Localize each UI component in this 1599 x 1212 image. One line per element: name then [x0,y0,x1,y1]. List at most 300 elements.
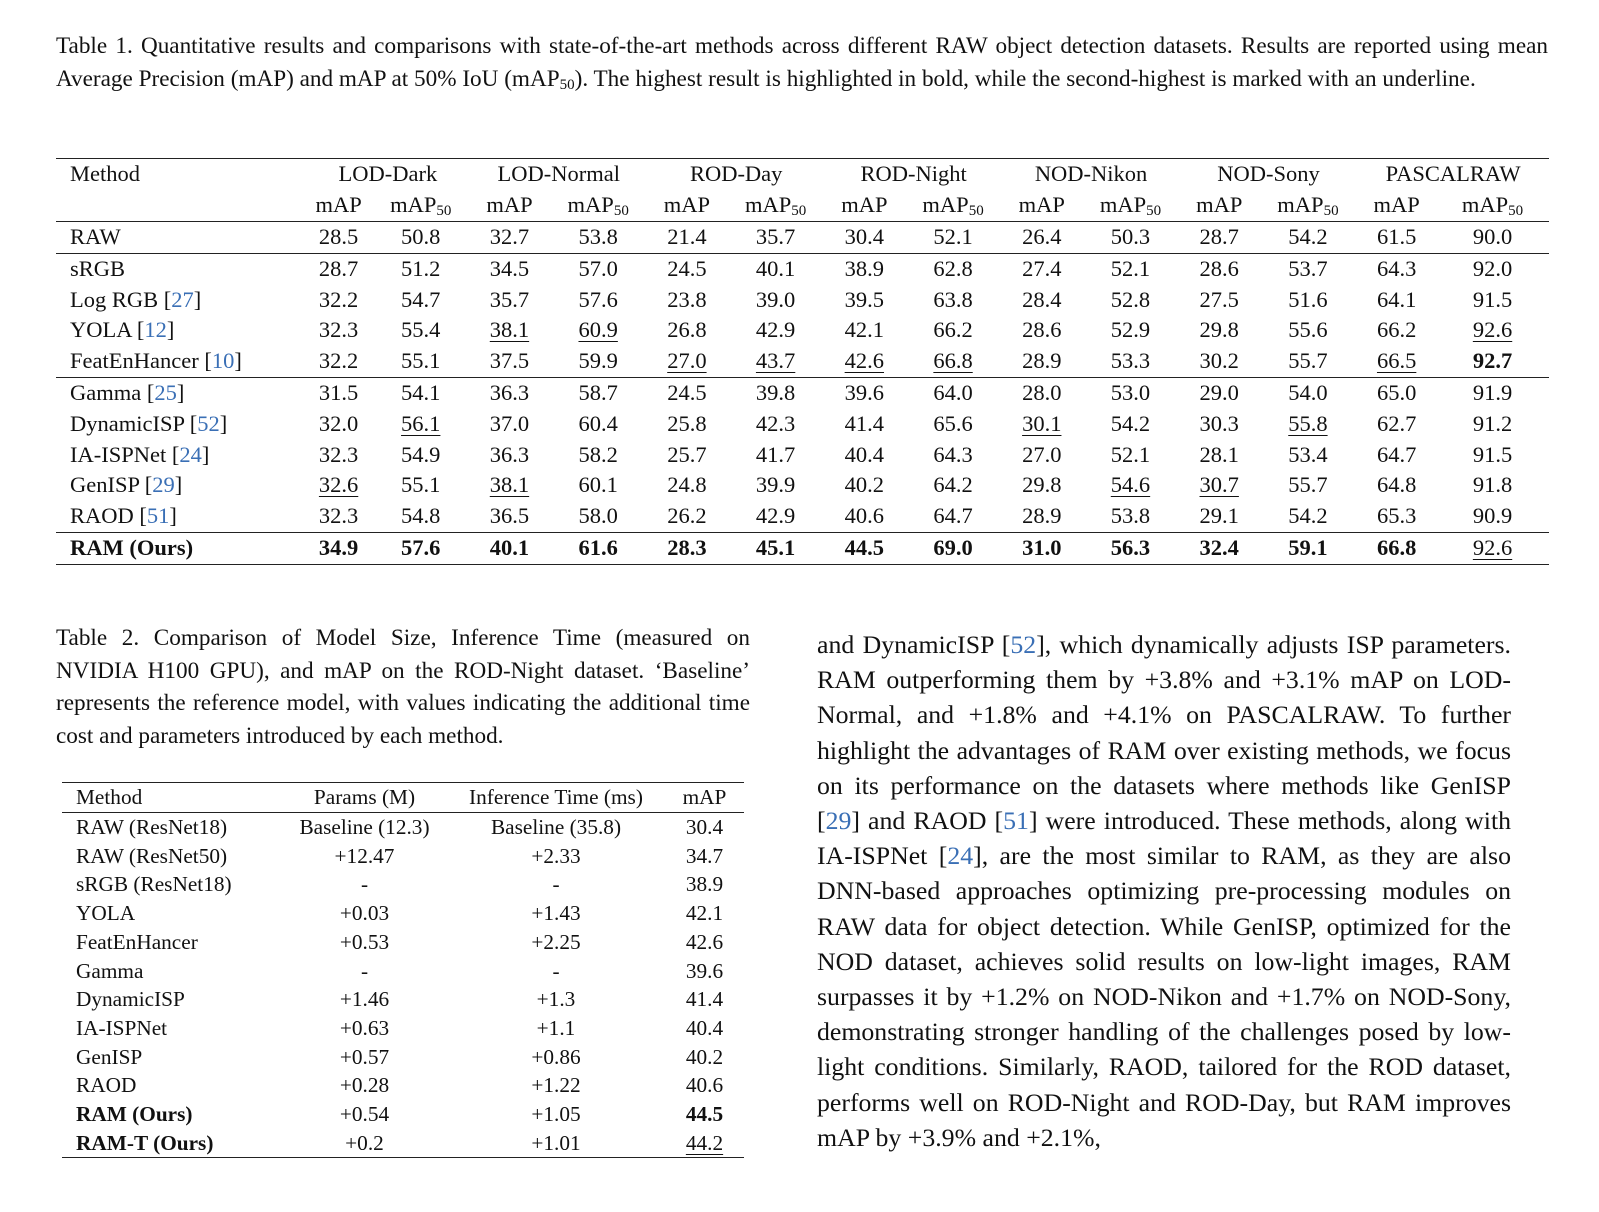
table1-value: 55.1 [401,472,441,498]
table1-cell [904,470,1003,501]
table1-cell [306,222,372,254]
table2-map-value: 42.6 [685,929,724,954]
table1-value: 91.5 [1472,286,1513,312]
table2-map [665,957,744,986]
table1-value: 42.1 [844,317,885,343]
table1-cell [371,315,470,346]
table2-params: - [360,872,369,897]
table1-value: 55.7 [1288,472,1328,498]
table2-map-value: 39.6 [685,958,724,983]
table1-cell [371,285,470,316]
table1-value: 40.1 [755,255,796,281]
table1-value: 39.6 [844,379,885,405]
table2-method-name: RAM-T (Ours) [76,1130,214,1155]
table1-cell [904,377,1003,408]
table1-value: 90.9 [1472,503,1513,529]
table1-value: 24.8 [667,472,707,498]
table2-map [665,813,744,842]
table1-value: 39.5 [844,286,885,312]
table1-value: 54.2 [1288,503,1328,529]
table2-caption: Table 2. Comparison of Model Size, Inference Time (measured on NVIDIA H100 GPU), and mAP on the ROD-Night dataset. ‘Baseline’ represents the reference model, with values indicating the additional time cost and parameters introduced by each method. [56,625,750,749]
table1-method-label: DynamicISP [70,410,190,436]
table2-method-name: sRGB (ResNet18) [76,872,232,897]
table1-cell [1002,253,1081,284]
table1-cell [726,409,825,440]
table1-row [56,346,1549,377]
table1-cell [1081,253,1180,284]
table1-cell [1357,470,1436,501]
table1-value: 52.1 [933,224,973,249]
table1-value: 34.5 [489,255,530,281]
table1-value: 37.0 [489,410,530,436]
table1-header-row-metrics [56,190,1549,222]
table1-cell [726,346,825,377]
table1-value: 28.9 [1022,348,1062,374]
table1-value: 64.3 [1376,255,1417,281]
table1-cell [306,377,372,408]
table1-cell [904,222,1003,254]
table2-map [665,1071,744,1100]
table1-citation: 27 [171,286,194,312]
table2-method-name: DynamicISP [76,987,185,1012]
table1-header-map50-sub: 50 [1323,203,1339,220]
table1-cell [1081,285,1180,316]
table1-method-name: DynamicISP [52] [70,410,228,436]
table1-cell [1357,253,1436,284]
table1-value: 28.6 [1199,255,1239,281]
table2-map [665,899,744,928]
table1-cell [306,532,372,564]
table1-cell [647,501,726,532]
table1-cell [549,315,648,346]
table1-method-name: IA-ISPNet [24] [70,441,210,467]
table2-header-cell: Inference Time (ms) [447,783,665,813]
table1-cell [726,377,825,408]
table1-value: 64.7 [933,503,973,529]
table1-header-map50-base: mAP [1099,192,1147,218]
table1-header-dataset: NOD-Sony [1217,161,1320,187]
table1-cell [470,315,549,346]
table1-cell [904,501,1003,532]
table1-value: 29.8 [1022,472,1062,498]
table1-value: 53.7 [1288,255,1328,281]
table1-header-map50-sub: 50 [613,203,629,220]
table1-value: 91.5 [1472,441,1513,467]
table1-value: 31.0 [1022,534,1062,560]
table1-value: 32.0 [318,410,359,436]
table1-value: 53.3 [1110,348,1151,374]
table1-header-dataset: ROD-Night [860,161,967,187]
table1-cell [1357,440,1436,471]
table1-value: 55.6 [1288,317,1328,343]
table1-cell [306,346,372,377]
table1-row [56,222,1549,254]
table1-citation: 52 [197,410,220,436]
table1-cell [647,346,726,377]
table1-cell [1002,409,1081,440]
table1-value: 24.5 [667,379,707,405]
table1-method-name: Log RGB [27] [70,286,202,312]
table2-method-name: IA-ISPNet [76,1015,168,1040]
table1-header-map50-base: mAP [567,192,614,218]
table1-cell [1259,315,1358,346]
table1-value: 32.6 [318,472,359,498]
table1-header-map50-base: mAP [390,192,437,218]
table1-value: 55.4 [401,317,441,343]
table1-cell [726,315,825,346]
table1-value: 39.8 [755,379,796,405]
table1-header-dataset: NOD-Nikon [1034,161,1148,187]
table1-value: 27.0 [667,348,707,374]
table1-value: 50.8 [401,224,441,249]
table1-row [56,440,1549,471]
table1-value: 32.3 [318,441,359,467]
table1-value: 61.5 [1376,224,1417,249]
table2-time: +1.3 [536,987,576,1012]
table1-value: 41.7 [755,441,796,467]
table1-value: 92.6 [1472,317,1513,343]
table1-cell [470,346,549,377]
table2-method-name: RAW (ResNet50) [76,843,228,868]
table1-value: 58.0 [578,503,618,529]
table1-header-map50-sub: 50 [968,203,984,220]
table2-time: Baseline (35.8) [490,815,622,839]
table1-value: 52.1 [1110,441,1151,467]
table1-header-map50 [371,190,470,222]
table1-value: 61.6 [578,534,618,560]
table1-value: 57.0 [578,255,618,281]
table1-cell [1436,377,1549,408]
table1-value: 52.1 [1110,255,1151,281]
table1-cell [904,409,1003,440]
table1-value: 62.7 [1376,410,1417,436]
table2-time: +1.22 [531,1073,581,1098]
table1-header-dataset: LOD-Dark [338,161,438,187]
table2-map [665,870,744,899]
table1-cell [306,440,372,471]
table1-value: 62.8 [933,255,973,281]
table1-cell [1357,409,1436,440]
table1-cell [647,470,726,501]
table1-value: 55.7 [1288,348,1328,374]
table2-row [62,842,744,871]
table1-cell [825,285,904,316]
table1-cell [1259,501,1358,532]
table1-value: 38.1 [489,472,530,498]
body-paragraph [817,627,1511,1155]
table1-value: 54.1 [401,379,441,405]
table1-cell [1180,285,1259,316]
table1-value: 38.9 [844,255,885,281]
table2-params: +12.47 [334,843,395,868]
table1-cell [1436,253,1549,284]
body-citation: 52 [1010,630,1037,659]
table1-value: 28.9 [1022,503,1062,529]
table2-map-value: 38.9 [685,872,724,897]
table1-value: 54.7 [401,286,441,312]
table1-header-map: mAP [663,192,711,218]
table1-value: 29.1 [1199,503,1239,529]
table1-value: 51.6 [1288,286,1328,312]
table1-row [56,377,1549,408]
table1-cell [1436,440,1549,471]
table1-row [56,470,1549,501]
table1-header-row-datasets [56,159,1549,191]
table1-value: 92.0 [1472,255,1513,281]
table2-time: - [552,958,560,983]
table1-value: 30.3 [1199,410,1239,436]
table1-value: 53.0 [1110,379,1151,405]
table1-value: 40.1 [489,534,530,560]
table1-method-label: GenISP [70,472,145,498]
table1-cell [1436,501,1549,532]
table1-value: 50.3 [1110,224,1151,249]
table1-cell [371,222,470,254]
table1-method-label: YOLA [70,317,137,343]
table1-cell [371,440,470,471]
table1-value: 91.8 [1472,472,1513,498]
table1-header-map50 [726,190,825,222]
table1-value: 42.6 [844,348,885,374]
table1-cell [470,409,549,440]
table2-map-value: 42.1 [685,901,724,926]
table1-cell [647,315,726,346]
table1-method-name: Gamma [25] [56,377,306,408]
table1-value: 32.4 [1199,534,1239,560]
table1-cell [470,253,549,284]
table1-value: 65.0 [1376,379,1417,405]
table1-header-map50 [904,190,1003,222]
body-text-segment: ], which dynamically adjusts ISP parameters. RAM outperforming them by +3.8% and +3.1% mAP on LOD-Normal, and +1.8% and +4.1% on PASCALRAW. To further highlight the advantages of RAM over existing methods, we focus on its performance on the datasets where methods like GenISP [ [817,630,1512,836]
table1-cell [1259,285,1358,316]
table1-cell [647,377,726,408]
table1-header-dataset: LOD-Normal [497,161,620,187]
table1-value: 66.8 [1376,534,1417,560]
table1-cell [1357,315,1436,346]
table1-value: 29.8 [1199,317,1239,343]
table1-cell [371,377,470,408]
table1-citation: 29 [152,472,175,498]
table1-value: 66.5 [1376,348,1417,374]
table2-map [665,985,744,1014]
table1-value: 58.7 [578,379,618,405]
table1-header-map50 [549,190,648,222]
table1-row [56,285,1549,316]
table1-row [56,532,1549,564]
table1-cell [1436,346,1549,377]
table2-header-cell: Method [62,783,282,813]
table1-cell [904,440,1003,471]
table1-value: 42.9 [755,317,796,343]
table1-header-map: mAP [1018,192,1065,218]
table1-value: 59.1 [1288,534,1328,560]
table2-row [62,813,744,842]
table1-value: 32.2 [318,348,359,374]
table1-header-map: mAP [1373,192,1420,218]
table2-map [665,1043,744,1072]
table1-row [56,501,1549,532]
table1-value: 28.6 [1022,317,1062,343]
table2-header-cell: Params (M) [282,783,447,813]
table1-cell [549,346,648,377]
table1-value: 63.8 [933,286,973,312]
table2-params: - [360,958,369,983]
table1-cell [1259,440,1358,471]
table1-method-label: sRGB [70,255,126,281]
table1-value: 28.0 [1022,379,1062,405]
table1-value: 54.0 [1288,379,1328,405]
table1-value: 53.8 [1110,503,1151,529]
table2-header-cell: mAP [665,783,744,813]
table2-map [665,928,744,957]
table1-method-label: Gamma [70,379,147,405]
table1-value: 53.8 [578,224,618,249]
table2-params: +0.57 [339,1044,390,1069]
table2-map [665,1100,744,1129]
table1-cell [371,501,470,532]
table1-value: 27.0 [1022,441,1062,467]
table2-row [62,928,744,957]
table1-header-map50-sub: 50 [791,203,807,220]
table1-cell [1357,285,1436,316]
table1-value: 56.1 [401,410,441,436]
table1-value: 30.2 [1199,348,1239,374]
table1-cell [470,222,549,254]
table1-cell [306,285,372,316]
table1-value: 40.4 [844,441,885,467]
table2-row [62,899,744,928]
table1-value: 52.9 [1110,317,1151,343]
table1-value: 65.6 [933,410,973,436]
table1-cell [1180,501,1259,532]
table1-cell [1259,409,1358,440]
table1-header-map50-base: mAP [922,192,969,218]
table1-value: 64.0 [933,379,973,405]
table1-cell [904,315,1003,346]
table1-header-map50-base: mAP [744,192,792,218]
table1-value: 28.4 [1022,286,1062,312]
table1-method-name: RAOD [51] [70,503,177,529]
table1-cell [1259,222,1358,254]
table1-cell [1436,285,1549,316]
table1-value: 26.4 [1022,224,1062,249]
table1-cell [1002,501,1081,532]
table1-cell [726,253,825,284]
table1-header-map50-sub: 50 [436,203,452,220]
table1-method-name [56,222,306,254]
table1-cell [825,346,904,377]
table1-cell [470,501,549,532]
table1-cell [825,315,904,346]
table2-method-name: RAM (Ours) [76,1102,193,1127]
table1-cell [825,222,904,254]
body-citation: 29 [825,806,852,836]
table1-cell [371,409,470,440]
table1-value: 24.5 [667,255,707,281]
table1-cell [825,501,904,532]
table1-cell [726,285,825,316]
table1-cell [825,440,904,471]
table1-value: 32.3 [318,503,359,529]
table1-value: 30.4 [844,224,885,249]
table1-cell [726,501,825,532]
table2-row [62,1071,744,1100]
table2-time: +2.33 [531,843,581,868]
table1-header-dataset: PASCALRAW [1385,161,1521,187]
table1-cell [1081,440,1180,471]
body-text-segment: and DynamicISP [ [817,630,1011,659]
table1-value: 54.9 [401,441,441,467]
table1-value: 28.3 [667,534,707,560]
table1-cell [904,285,1003,316]
table1-cell [1259,346,1358,377]
body-text-segment: ], are the most similar to RAM, as they are also DNN-based approaches optimizing pre-processing modules on RAW data for object detection. While GenISP, optimized for the NOD dataset, achieves solid results on low-light images, RAM surpasses it by +1.2% on NOD-Nikon and +1.7% on NOD-Sony, demonstrating stronger handling of the challenges posed by low-light conditions. Similarly, RAOD, tailored for the ROD dataset, performs well on ROD-Night and ROD-Day, but RAM improves mAP by +3.9% and +2.1%, [817,841,1511,1152]
table1-cell [1259,532,1358,564]
table2-map-value: 40.4 [685,1015,724,1040]
table1-row [56,409,1549,440]
table1-value: 60.4 [578,410,618,436]
table1-cell [647,409,726,440]
table1-value: 69.0 [933,534,973,560]
table1-cell [1180,222,1259,254]
table1-value: 91.2 [1472,410,1513,436]
table2-header-row [62,783,744,813]
table1-value: 66.2 [933,317,973,343]
table1-value: 66.2 [1376,317,1417,343]
table1-cell [1357,532,1436,564]
table1-value: 38.1 [489,317,530,343]
table1-cell [1436,409,1549,440]
table1-method-name: FeatEnHancer [10] [70,348,242,374]
table1-citation: 24 [179,441,202,467]
table1-cell [549,253,648,284]
table1-cell [306,253,372,284]
table1-cell [1081,532,1180,564]
table1-cell [549,470,648,501]
table1-cell [549,377,648,408]
table1-value: 31.5 [318,379,359,405]
table1-header-blank [56,190,306,222]
table1-value: 56.3 [1110,534,1151,560]
table1-method-label: Log RGB [70,286,164,312]
table1-value: 26.2 [667,503,707,529]
table2-params: +0.53 [339,929,390,954]
table1-cell [726,222,825,254]
table1-cell [470,285,549,316]
table1-cell [1081,409,1180,440]
table1-value: 36.5 [489,503,530,529]
table1-cell [470,532,549,564]
table1-cell [1002,285,1081,316]
table1-citation: 10 [211,348,235,374]
table2-row [62,870,744,899]
table1-cell [306,315,372,346]
table1-value: 52.8 [1110,286,1151,312]
table1-cell [1259,377,1358,408]
table1-cell [825,532,904,564]
table1-cell [1081,377,1180,408]
table1-cell [1180,440,1259,471]
table1-value: 36.3 [489,441,530,467]
table1-cell [1002,346,1081,377]
table1-value: 25.7 [667,441,707,467]
table1-cell [1002,377,1081,408]
table1-cell [549,501,648,532]
table2-params: +1.46 [339,987,390,1012]
table2-map-value: 44.2 [685,1130,724,1155]
table1-cell [306,409,372,440]
table1-value: 92.7 [1472,348,1513,374]
